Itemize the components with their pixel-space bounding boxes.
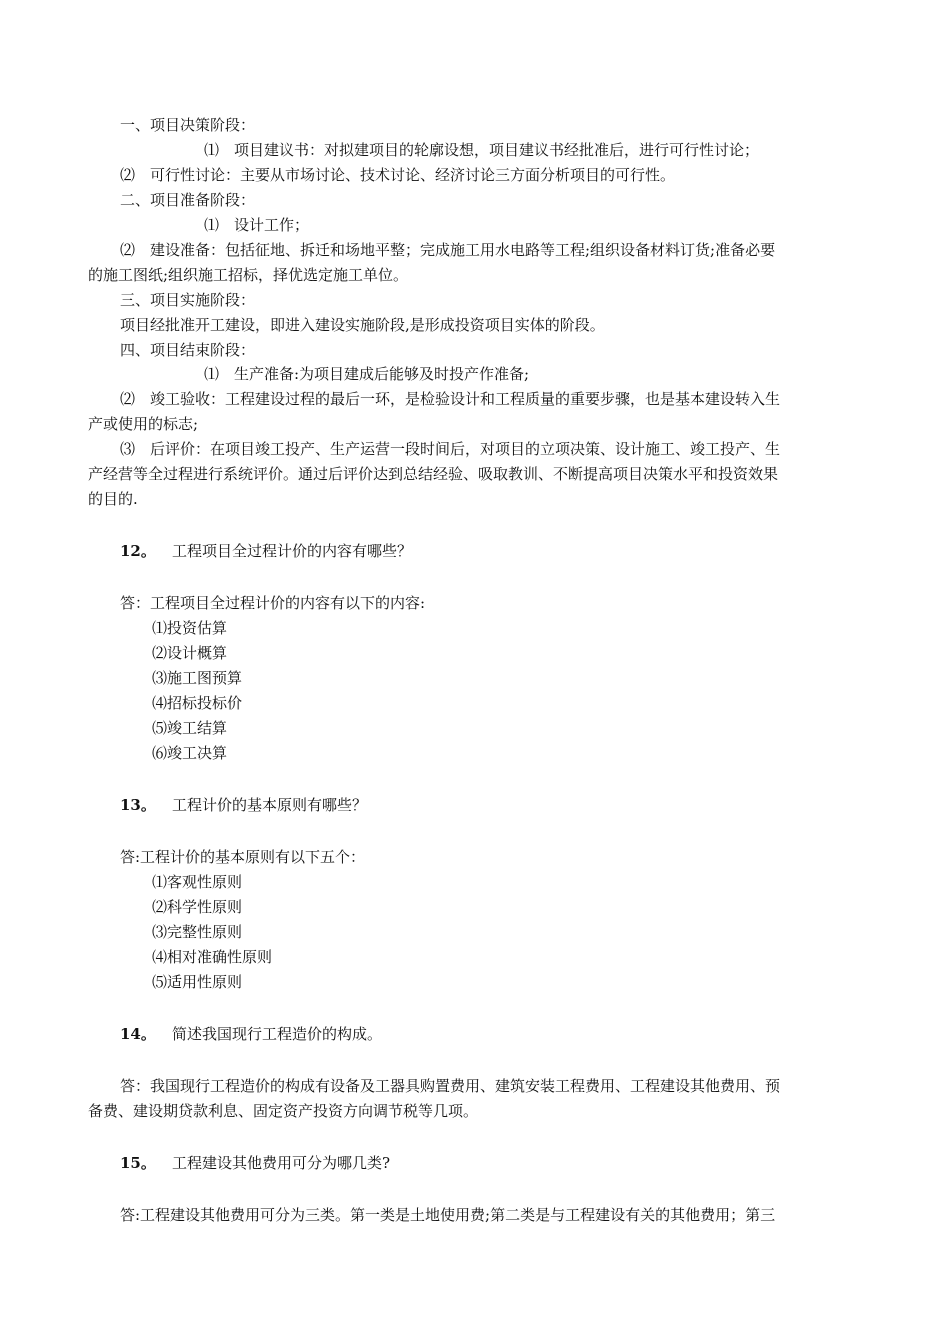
q13-answer: 答:工程计价的基本原则有以下五个：: [120, 848, 366, 866]
stage4-item3-line2: 产经营等全过程进行系统评价。通过后评价达到总结经验、吸取教训、不断提高项目决策水平和投资效果: [88, 465, 779, 483]
q15-question: 工程建设其他费用可分为哪几类?: [172, 1154, 391, 1172]
q12-item: ⑷招标投标价: [152, 694, 243, 712]
q14-question: 简述我国现行工程造价的构成。: [172, 1025, 383, 1043]
q12-number: 12。: [120, 542, 156, 560]
q14-number: 14。: [120, 1025, 156, 1043]
stage4-item2-line2: 产或使用的标志;: [88, 415, 199, 433]
q13-item: ⑸适用性原则: [152, 973, 243, 991]
stage1-item1: ⑴ 项目建议书：对拟建项目的轮廓设想，项目建议书经批准后，进行可行性讨论；: [204, 141, 760, 159]
stage2-heading: 二、项目准备阶段：: [120, 191, 256, 209]
stage4-item2-line1: ⑵ 竣工验收：工程建设过程的最后一环，是检验设计和工程质量的重要步骤，也是基本建设转入生: [120, 390, 781, 408]
stage4-item3-line1: ⑶ 后评价：在项目竣工投产、生产运营一段时间后，对项目的立项决策、设计施工、竣工投产、生: [120, 440, 781, 458]
stage3-text: 项目经批准开工建设，即进入建设实施阶段,是形成投资项目实体的阶段。: [120, 316, 605, 334]
stage1-item2: ⑵ 可行性讨论：主要从市场讨论、技术讨论、经济讨论三方面分析项目的可行性。: [120, 166, 676, 184]
q13-item: ⑶完整性原则: [152, 923, 243, 941]
stage4-heading: 四、项目结束阶段：: [120, 341, 256, 359]
stage2-item2-line2: 的施工图纸;组织施工招标，择优选定施工单位。: [88, 266, 409, 284]
q13-number: 13。: [120, 796, 156, 814]
stage3-heading: 三、项目实施阶段：: [120, 291, 256, 309]
stage2-item2-line1: ⑵ 建设准备：包括征地、拆迁和场地平整；完成施工用水电路等工程;组织设备材料订货;准备必要: [120, 241, 776, 259]
q14-answer-line2: 备费、建设期贷款利息、固定资产投资方向调节税等几项。: [88, 1102, 479, 1120]
q13-item: ⑷相对准确性原则: [152, 948, 273, 966]
stage1-heading: 一、项目决策阶段：: [120, 116, 256, 134]
q12-item: ⑵设计概算: [152, 644, 228, 662]
stage4-item3-line3: 的目的.: [88, 490, 138, 508]
q13-question: 工程计价的基本原则有哪些？: [172, 796, 368, 814]
stage4-item1: ⑴ 生产准备:为项目建成后能够及时投产作准备;: [204, 365, 530, 383]
stage2-item1: ⑴ 设计工作；: [204, 216, 310, 234]
q12-item: ⑴投资估算: [152, 619, 228, 637]
q13-item: ⑵科学性原则: [152, 898, 243, 916]
q12-answer: 答：工程项目全过程计价的内容有以下的内容:: [120, 594, 426, 612]
q13-item: ⑴客观性原则: [152, 873, 243, 891]
q15-number: 15。: [120, 1154, 156, 1172]
q12-item: ⑶施工图预算: [152, 669, 243, 687]
q12-question: 工程项目全过程计价的内容有哪些？: [172, 542, 413, 560]
q15-answer-line1: 答:工程建设其他费用可分为三类。第一类是土地使用费;第二类是与工程建设有关的其他费用；第三: [120, 1206, 776, 1224]
q12-item: ⑹竣工决算: [152, 744, 228, 762]
q12-item: ⑸竣工结算: [152, 719, 228, 737]
q14-answer-line1: 答：我国现行工程造价的构成有设备及工器具购置费用、建筑安装工程费用、工程建设其他费用、预: [120, 1077, 781, 1095]
